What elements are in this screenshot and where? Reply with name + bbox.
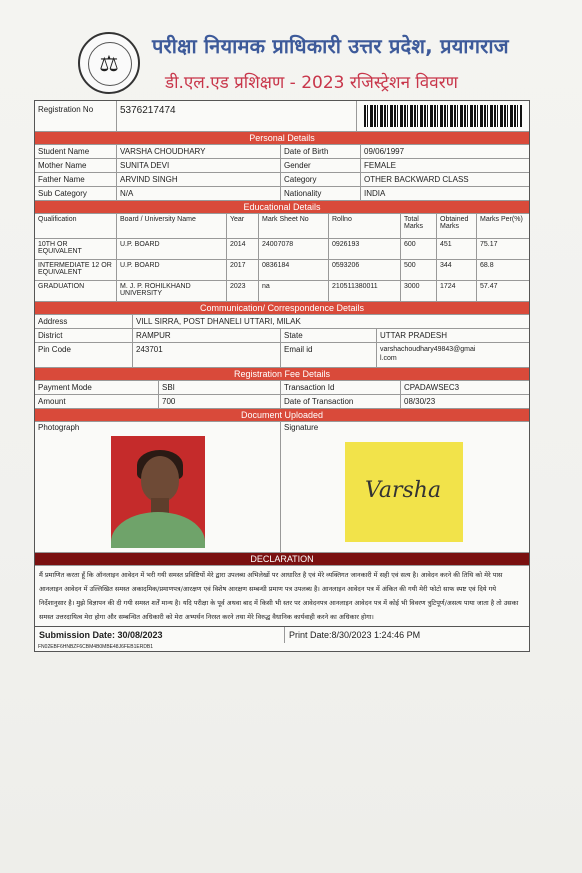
documents-row <box>35 422 529 553</box>
email-line-2: l.com <box>380 355 397 362</box>
barcode <box>357 101 529 131</box>
amount-label: Amount <box>35 395 159 408</box>
edu-header-year: Year <box>227 214 259 238</box>
address-row <box>35 315 529 329</box>
reference-code: FN02EBF6HNBZF6CBM4B0MBE48J6FEB1ERDB1 <box>38 644 154 650</box>
personal-row-2 <box>35 159 529 173</box>
section-fee: Registration Fee Details <box>35 368 529 381</box>
footer-row <box>35 626 529 643</box>
pin-row <box>35 343 529 368</box>
father-label: Father Name <box>35 173 117 186</box>
category: OTHER BACKWARD CLASS <box>364 175 469 184</box>
transaction-date: 08/30/23 <box>404 397 436 406</box>
father-name: ARVIND SINGH <box>117 173 281 186</box>
edu-header-qualification: Qualification <box>35 214 117 238</box>
edu-year: 2014 <box>227 239 259 259</box>
signature-text: Varsha <box>365 478 442 503</box>
mother-name: SUNITA DEVI <box>117 159 281 172</box>
state-label: State <box>281 329 377 342</box>
student-name-label: Student Name <box>35 145 117 158</box>
header-subtitle: डी.एल.एड प्रशिक्षण - 2023 रजिस्ट्रेशन विवरण <box>165 73 458 93</box>
subcategory-label: Sub Category <box>35 187 117 200</box>
edu-year: 2023 <box>227 281 259 301</box>
edu-header-board: Board / University Name <box>117 214 227 238</box>
submission-date: Submission Date: 30/08/2023 <box>35 627 285 643</box>
nationality: INDIA <box>364 189 386 198</box>
edu-rollno: 0926193 <box>329 239 401 259</box>
category-label: Category <box>281 173 361 186</box>
edu-header-obtained: Obtained Marks <box>437 214 477 238</box>
photograph-label: Photograph <box>38 423 80 432</box>
fee-row-1 <box>35 381 529 395</box>
education-row <box>35 239 529 260</box>
section-communication: Communication/ Correspondence Details <box>35 302 529 315</box>
edu-percent: 57.47 <box>480 283 498 290</box>
edu-obtained: 344 <box>437 260 477 280</box>
edu-marksheet: na <box>259 281 329 301</box>
amount: 700 <box>159 395 281 408</box>
candidate-photo <box>111 436 205 548</box>
section-personal: Personal Details <box>35 132 529 145</box>
edu-total: 500 <box>401 260 437 280</box>
edu-board: U.P. BOARD <box>117 239 227 259</box>
mother-label: Mother Name <box>35 159 117 172</box>
section-declaration: DECLARATION <box>35 553 529 566</box>
state: UTTAR PRADESH <box>380 331 447 340</box>
edu-header-marksheet: Mark Sheet No <box>259 214 329 238</box>
header <box>0 22 582 102</box>
education-row <box>35 260 529 281</box>
registration-row <box>35 101 529 132</box>
header-title: परीक्षा नियामक प्राधिकारी उत्तर प्रदेश, प्रयागराज <box>152 34 509 58</box>
registration-number: 5376217474 <box>117 101 357 131</box>
transaction-id: CPADAWSEC3 <box>404 383 460 392</box>
edu-header-total: Total Marks <box>401 214 437 238</box>
gender-label: Gender <box>281 159 361 172</box>
section-educational: Educational Details <box>35 201 529 214</box>
edu-qualification: INTERMEDIATE 12 OR EQUIVALENT <box>35 260 117 280</box>
student-name: VARSHA CHOUDHARY <box>117 145 281 158</box>
payment-mode: SBI <box>159 381 281 394</box>
address-label: Address <box>35 315 133 328</box>
edu-rollno: 0593206 <box>329 260 401 280</box>
edu-qualification: 10TH OR EQUIVALENT <box>35 239 117 259</box>
signature-cell <box>281 422 529 552</box>
nationality-label: Nationality <box>281 187 361 200</box>
signature-image <box>345 442 463 542</box>
email-line-1: varshachoudhary49843@gmai <box>380 346 476 353</box>
edu-obtained: 451 <box>437 239 477 259</box>
district-label: District <box>35 329 133 342</box>
education-row <box>35 281 529 302</box>
edu-marksheet: 24007078 <box>259 239 329 259</box>
edu-header-percent: Marks Per(%) <box>480 216 523 223</box>
personal-row-4 <box>35 187 529 201</box>
district: RAMPUR <box>133 329 281 342</box>
fee-row-2 <box>35 395 529 409</box>
address: VILL SIRRA, POST DHANELI UTTARI, MILAK <box>136 317 301 326</box>
edu-percent: 68.8 <box>480 262 494 269</box>
gender: FEMALE <box>364 161 397 170</box>
edu-year: 2017 <box>227 260 259 280</box>
dob: 09/06/1997 <box>364 147 405 156</box>
section-documents: Document Uploaded <box>35 409 529 422</box>
photograph-cell <box>35 422 281 552</box>
edu-total: 3000 <box>401 281 437 301</box>
transaction-date-label: Date of Transaction <box>281 395 401 408</box>
emblem-logo: ⚖ <box>78 32 140 94</box>
email <box>377 343 529 367</box>
declaration-text: मैं प्रमाणित करता हूँ कि ऑनलाइन आवेदन में भरी गयी समस्त प्रविष्टियों मेरे द्वारा उपलब्ध अभिलेखों पर आधारित है एवं मेरे व्यक्तिगत जानकारी में सही एवं सत्य है। आवेदन करने की तिथि को मेरे पास आनलाइन आवेदन में उल्लिखित समस्त अकादमिक/प्रमाणपत्र/आरक्षण एवं विशेष आरक्षण सम्बन्धी प्रमाण पत्र उपलब्ध है। आनलाइन आवेदन पत्र में अंकित की गयी मेरी फोटो साफ स्पष्ट एवं दिये गये निर्देशानुसार है। मुझे विज्ञापन की दी गयी समस्त शर्तें मान्य है। यदि परीक्षा के पूर्व अथवा बाद में किसी भी स्तर पर आवेदनपत्र आनलाइन आवेदन पत्र में कोई भी विवरण त्रुटिपूर्ण/असत्य पाया जाता है तो उसका समस्त उत्तरदायित्व मेरा होगा और सम्बन्धित अधिकारी को मेरा अभ्यर्थन निरस्त करने तथा मेरे विरुद्ध वैधानिक कार्यवाही करने का अधिकार होगा। <box>39 571 519 621</box>
dob-label: Date of Birth <box>281 145 361 158</box>
edu-marksheet: 0836184 <box>259 260 329 280</box>
edu-board: M. J. P. ROHILKHAND UNIVERSITY <box>117 281 227 301</box>
print-date: Print Date:8/30/2023 1:24:46 PM <box>289 630 421 640</box>
edu-board: U.P. BOARD <box>117 260 227 280</box>
transaction-id-label: Transaction Id <box>281 381 401 394</box>
edu-rollno: 210511380011 <box>329 281 401 301</box>
signature-label: Signature <box>284 423 319 432</box>
registration-label: Registration No <box>35 101 117 131</box>
personal-row-1 <box>35 145 529 159</box>
edu-header-rollno: Rollno <box>329 214 401 238</box>
email-label: Email id <box>281 343 377 367</box>
district-row <box>35 329 529 343</box>
education-header-row <box>35 214 529 239</box>
personal-row-3 <box>35 173 529 187</box>
pin-code: 243701 <box>133 343 281 367</box>
edu-percent: 75.17 <box>480 241 498 248</box>
registration-form <box>34 100 530 652</box>
payment-mode-label: Payment Mode <box>35 381 159 394</box>
subcategory: N/A <box>117 187 281 200</box>
pin-label: Pin Code <box>35 343 133 367</box>
edu-obtained: 1724 <box>437 281 477 301</box>
edu-total: 600 <box>401 239 437 259</box>
edu-qualification: GRADUATION <box>35 281 117 301</box>
